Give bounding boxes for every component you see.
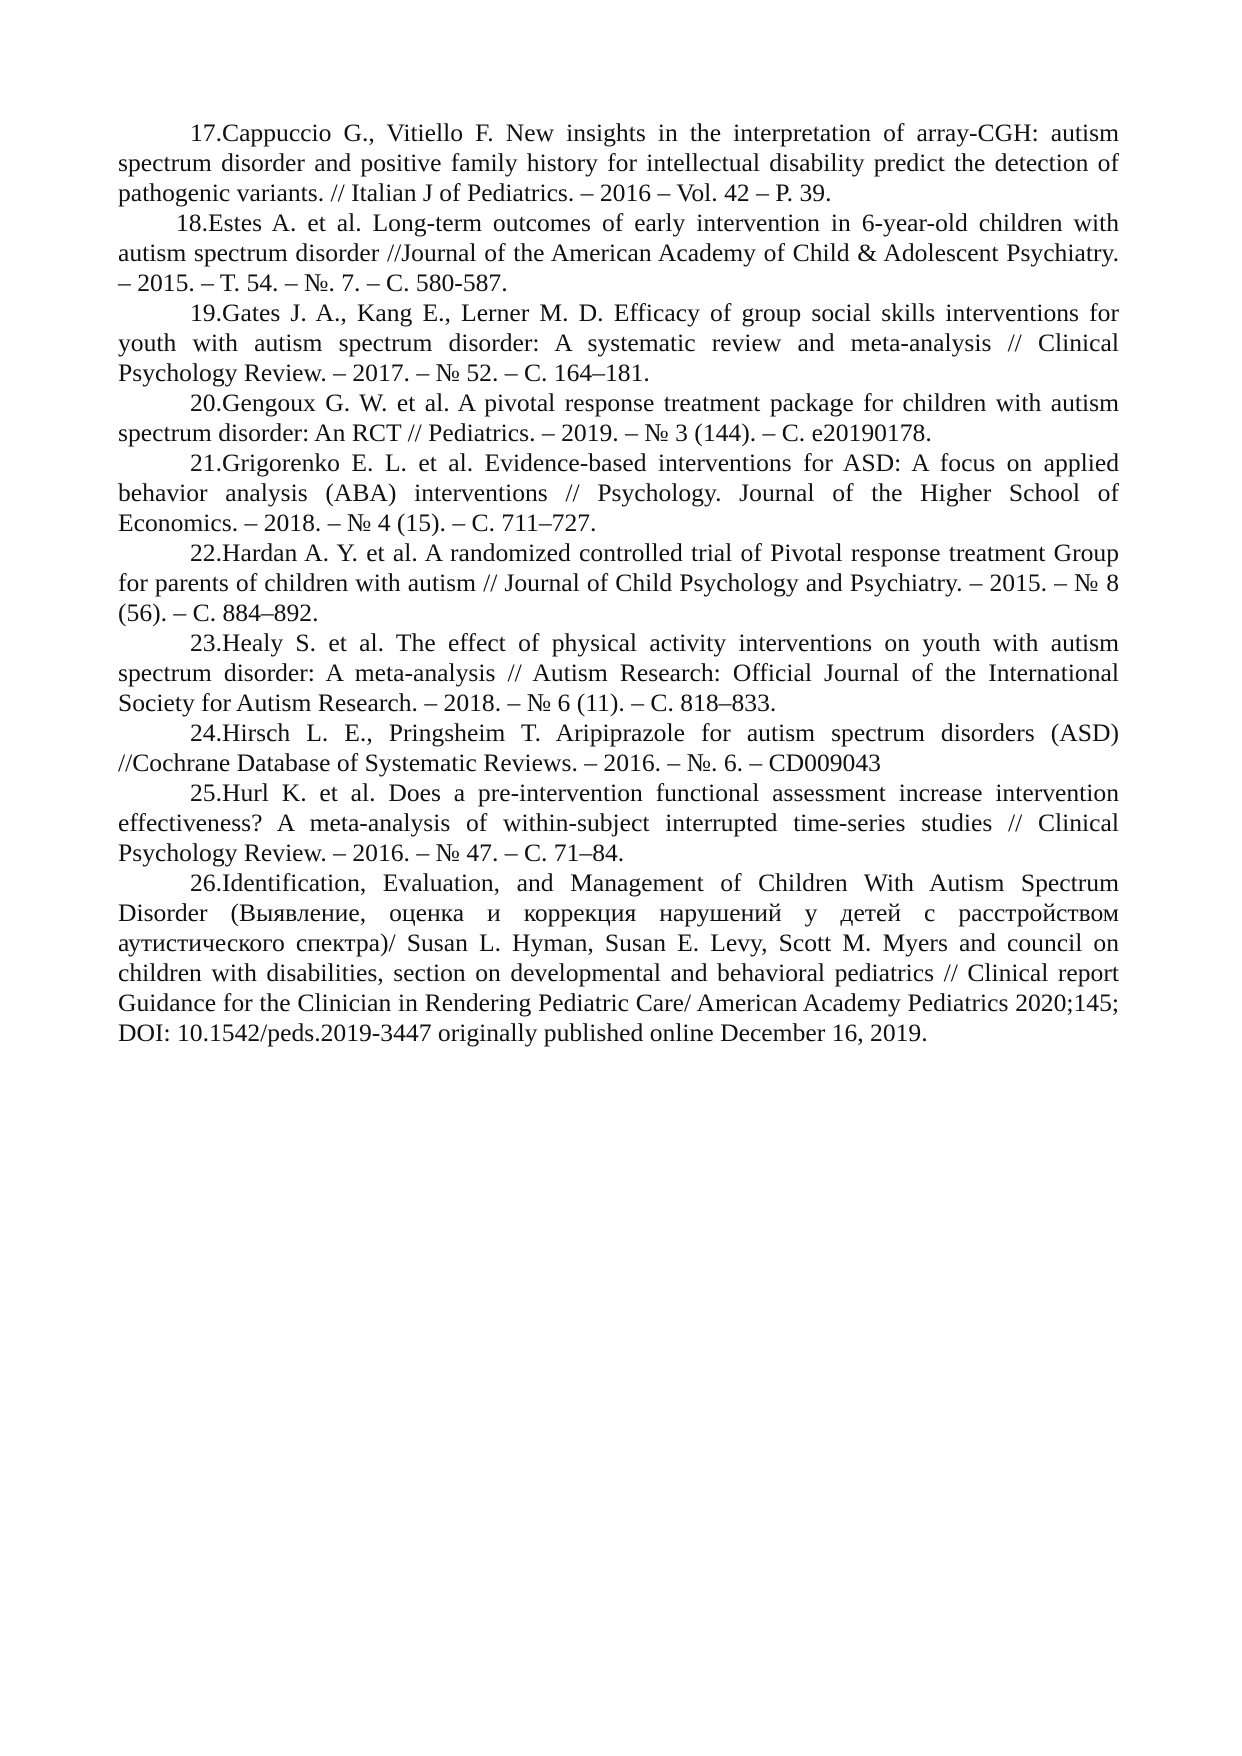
reference-text: Healy S. et al. The effect of physical activity interventions on youth with autism spectrum disorder: A meta-analysis // Autism Research: Official Journal of the International Society for Autism Research. – 2018. – № 6 (11). – C. 818–833. <box>118 628 1119 717</box>
reference-item-19 <box>118 298 1119 388</box>
reference-item-25 <box>118 778 1119 868</box>
reference-text: Estes A. et al. Long-term outcomes of early intervention in 6-year-old children with autism spectrum disorder //Journal of the American Academy of Child & Adolescent Psychiatry. – 2015. – T. 54. – №. 7. – C. 580-587. <box>118 208 1119 297</box>
reference-number: 23. <box>190 628 222 657</box>
reference-number: 20. <box>190 388 222 417</box>
reference-text: Grigorenko E. L. et al. Evidence-based interventions for ASD: A focus on applied behavior analysis (ABA) interventions // Psychology. Journal of the Higher School of Economics. – 2018. – № 4 (15). – C. 711–727. <box>118 448 1119 537</box>
reference-text: Gengoux G. W. et al. A pivotal response treatment package for children with autism spectrum disorder: An RCT // Pediatrics. – 2019. – № 3 (144). – C. e20190178. <box>118 388 1119 447</box>
reference-text: Hirsch L. E., Pringsheim T. Aripiprazole for autism spectrum disorders (ASD) //Cochrane Database of Systematic Reviews. – 2016. – №. 6. – CD009043 <box>118 718 1119 777</box>
reference-number: 22. <box>190 538 222 567</box>
reference-text: Gates J. A., Kang E., Lerner M. D. Efficacy of group social skills interventions for youth with autism spectrum disorder: A systematic review and meta-analysis // Clinical Psychology Review. – 2017. – № 52. – C. 164–181. <box>118 298 1119 387</box>
reference-number: 24. <box>190 718 222 747</box>
reference-item-20 <box>118 388 1119 448</box>
reference-text: Identification, Evaluation, and Management of Children With Autism Spectrum Disorder (Выявление, оценка и коррекция нарушений у детей с расстройством аутистического спектра)/ Susan L. Hyman, Susan E. Levy, Scott M. Myers and council on children with disabilities, section on developmental and behavioral pediatrics // Clinical report Guidance for the Clinician in Rendering Pediatric Care/ American Academy Pediatrics 2020;145; DOI: 10.1542/peds.2019-3447 originally published online December 16, 2019. <box>118 868 1119 1047</box>
reference-number: 18. <box>176 208 208 237</box>
reference-number: 21. <box>190 448 222 477</box>
reference-number: 25. <box>190 778 222 807</box>
reference-item-18 <box>118 208 1119 298</box>
reference-number: 26. <box>190 868 222 897</box>
reference-item-21 <box>118 448 1119 538</box>
reference-item-22 <box>118 538 1119 628</box>
reference-list <box>118 118 1119 1048</box>
reference-item-26 <box>118 868 1119 1048</box>
reference-text: Cappuccio G., Vitiello F. New insights in the interpretation of array-CGH: autism spectrum disorder and positive family history for intellectual disability predict the detection of pathogenic variants. // Italian J of Pediatrics. – 2016 – Vol. 42 – P. 39. <box>118 118 1119 207</box>
reference-number: 17. <box>190 118 222 147</box>
reference-item-24 <box>118 718 1119 778</box>
reference-text: Hardan A. Y. et al. A randomized controlled trial of Pivotal response treatment Group for parents of children with autism // Journal of Child Psychology and Psychiatry. – 2015. – № 8 (56). – C. 884–892. <box>118 538 1119 627</box>
reference-item-17 <box>118 118 1119 208</box>
reference-text: Hurl K. et al. Does a pre-intervention functional assessment increase intervention effectiveness? A meta-analysis of within-subject interrupted time-series studies // Clinical Psychology Review. – 2016. – № 47. – C. 71–84. <box>118 778 1119 867</box>
reference-item-23 <box>118 628 1119 718</box>
reference-number: 19. <box>190 298 222 327</box>
